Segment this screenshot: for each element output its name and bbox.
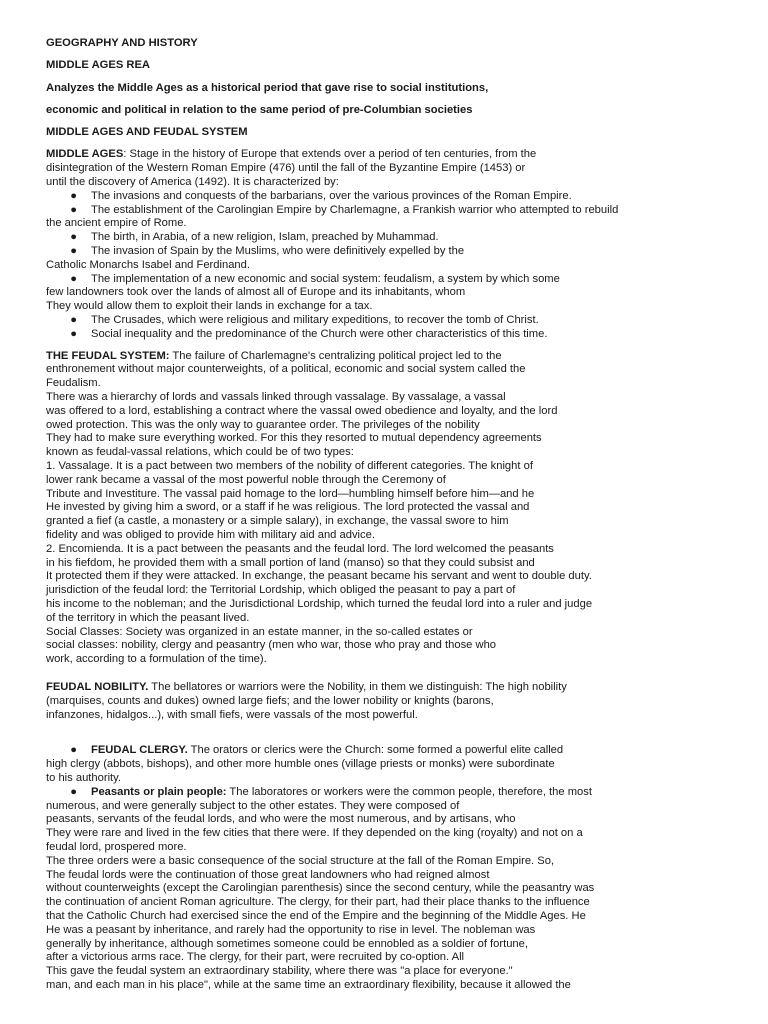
feudal-system-section — [46, 350, 726, 667]
bullet-icon: ● — [70, 245, 77, 258]
paragraph-line: his income to the nobleman; and the Jurisdictional Lordship, which turned the feudal lord into a ruler and judge — [46, 597, 593, 610]
paragraph-line: owed protection. This was the only way to guarantee order. The privileges of the nobility — [46, 418, 480, 431]
paragraph-line: until the discovery of America (1492). It is characterized by: — [46, 176, 339, 189]
paragraph-line: numerous, and were generally subject to the other estates. They were composed of — [46, 799, 460, 812]
bullet-item: ● The implementation of a new economic and social system: feudalism, a system by which some — [46, 273, 726, 287]
paragraph-line: lower rank became a vassal of the most powerful noble through the Ceremony of — [46, 473, 446, 486]
bullet-icon: ● — [70, 327, 77, 340]
paragraph-line: social classes: nobility, clergy and peasantry (men who war, those who pray and those who — [46, 639, 497, 652]
document-title: GEOGRAPHY AND HISTORY — [46, 37, 198, 49]
bullet-icon: ● — [70, 314, 77, 327]
paragraph-line: There was a hierarchy of lords and vassals linked through vassalage. By vassalage, a vassal — [46, 391, 506, 404]
paragraph-line: fidelity and was obliged to provide him with military aid and advice. — [46, 529, 375, 541]
bullet-item: ● FEUDAL CLERGY. The orators or clerics were the Church: some formed a powerful elite called — [46, 744, 726, 758]
paragraph-line: He invested by giving him a sword, or a staff if he was religious. The lord protected the vassal and — [46, 501, 530, 514]
bullet-icon: ● — [70, 231, 77, 244]
objective-line-1: Analyzes the Middle Ages as a historical period that gave rise to social institutions, — [46, 81, 489, 94]
paragraph-line: The three orders were a basic consequence of the social structure at the fall of the Roman Empire. So, — [46, 854, 555, 867]
paragraph-line: The feudal lords were the continuation of those great landowners who had reigned almost — [46, 868, 490, 881]
paragraph-line: 2. Encomienda. It is a pact between the peasants and the feudal lord. The lord welcomed the peasants — [46, 542, 554, 555]
paragraph-line: Social Classes: Society was organized in an estate manner, in the so-called estates or — [46, 625, 473, 638]
spacer — [46, 736, 726, 744]
section-heading: MIDDLE AGES AND FEUDAL SYSTEM — [46, 126, 248, 139]
middle-ages-section — [46, 148, 726, 341]
paragraph-line: jurisdiction of the feudal lord: the Territorial Lordship, which obliged the peasant to pay a part of — [46, 584, 516, 597]
paragraph-line: He was a peasant by inheritance, and rarely had the opportunity to rise in level. The nobleman was — [46, 923, 536, 936]
feudal-system-intro: THE FEUDAL SYSTEM: The failure of Charlemagne's centralizing political project led to the — [46, 349, 502, 362]
objective-line-2: economic and political in relation to the same period of pre-Columbian societies — [46, 103, 473, 116]
document-subtitle: MIDDLE AGES REA — [46, 59, 151, 72]
paragraph-line: infanzones, hidalgos...), with small fiefs, were vassals of the most powerful. — [46, 708, 418, 721]
feudal-nobility-intro: FEUDAL NOBILITY. The bellatores or warriors were the Nobility, in them we distinguish: The high nobility — [46, 680, 567, 693]
bullet-icon: ● — [70, 203, 77, 216]
paragraph-line: after a victorious arms race. The clergy, for their part, were recruited by co-option. All — [46, 951, 465, 964]
feudal-nobility-section — [46, 681, 726, 722]
paragraph-line: feudal lord, prospered more. — [46, 840, 187, 853]
paragraph-line: to his authority. — [46, 771, 122, 784]
paragraph-line: without counterweights (except the Carolingian parenthesis) since the second century, while the peasantry was — [46, 882, 595, 895]
paragraph-line: It protected them if they were attacked. In exchange, the peasant became his servant and went to double duty. — [46, 570, 592, 583]
paragraph-line: generally by inheritance, although sometimes someone could be ennobled as a soldier of fortune, — [46, 937, 528, 950]
paragraph-line: work, according to a formulation of the time). — [46, 653, 267, 666]
bullet-item: ● The Crusades, which were religious and military expeditions, to recover the tomb of Christ. — [46, 314, 726, 328]
bullet-icon: ● — [70, 272, 77, 285]
paragraph-line: They were rare and lived in the few cities that there were. If they depended on the king (royalty) and not on a — [46, 827, 583, 840]
bullet-item: ● Peasants or plain people: The laboratores or workers were the common people, therefore, the most — [46, 786, 726, 800]
feudal-nobility-term: FEUDAL NOBILITY. — [46, 680, 149, 693]
paragraph-line: Catholic Monarchs Isabel and Ferdinand. — [46, 258, 250, 271]
bullet-item: ● The establishment of the Carolingian Empire by Charlemagne, a Frankish warrior who attempted to rebuild — [46, 204, 726, 218]
bullet-item: ● The birth, in Arabia, of a new religion, Islam, preached by Muhammad. — [46, 231, 726, 245]
paragraph-line: disintegration of the Western Roman Empire (476) until the fall of the Byzantine Empire (1453) or — [46, 162, 526, 175]
document-page — [46, 37, 726, 993]
paragraph-line: was offered to a lord, establishing a contract where the vassal owed obedience and loyalty, and the lord — [46, 404, 558, 417]
paragraph-line: the ancient empire of Rome. — [46, 217, 187, 230]
bullet-item: ● Social inequality and the predominance of the Church were other characteristics of this time. — [46, 328, 726, 342]
paragraph-line: (marquises, counts and dukes) owned large fiefs; and the lower nobility or knights (barons, — [46, 694, 494, 707]
paragraph-line: Tribute and Investiture. The vassal paid homage to the lord—humbling himself before him—and he — [46, 487, 535, 500]
paragraph-line: in his fiefdom, he provided them with a small portion of land (manso) so that they could subsist and — [46, 556, 535, 569]
peasants-term: Peasants or plain people: — [91, 785, 227, 798]
paragraph-line: granted a fief (a castle, a monastery or a simple salary), in exchange, the vassal swore to him — [46, 515, 509, 528]
paragraph-line: Feudalism. — [46, 377, 101, 390]
peasants-section — [46, 786, 726, 993]
feudal-clergy-term: FEUDAL CLERGY. — [91, 744, 188, 757]
paragraph-line: of the territory in which the peasant lived. — [46, 611, 250, 624]
bullet-item: ● The invasion of Spain by the Muslims, who were definitively expelled by the — [46, 245, 726, 259]
paragraph-line: They would allow them to exploit their lands in exchange for a tax. — [46, 300, 373, 313]
paragraph-line: 1. Vassalage. It is a pact between two members of the nobility of different categories. The knight of — [46, 460, 533, 473]
paragraph-line: peasants, servants of the feudal lords, and who were the most numerous, and by artisans, who — [46, 813, 516, 826]
middle-ages-intro: MIDDLE AGES: Stage in the history of Europe that extends over a period of ten centuries, from the — [46, 148, 537, 161]
feudal-system-term: THE FEUDAL SYSTEM: — [46, 349, 170, 362]
paragraph-line: enthronement without major counterweights, of a political, economic and social system called the — [46, 363, 526, 376]
feudal-clergy-section — [46, 744, 726, 785]
paragraph-line: the continuation of ancient Roman agriculture. The clergy, for their part, had their place thanks to the influence — [46, 896, 590, 909]
spacer — [46, 722, 726, 736]
paragraph-line: high clergy (abbots, bishops), and other more humble ones (village priests or monks) were subordinate — [46, 758, 555, 771]
paragraph-line: man, and each man in his place", while at the same time an extraordinary flexibility, because it allowed the — [46, 978, 571, 991]
bullet-item: ● The invasions and conquests of the barbarians, over the various provinces of the Roman Empire. — [46, 190, 726, 204]
bullet-icon: ● — [70, 785, 77, 798]
spacer — [46, 342, 726, 350]
spacer — [46, 667, 726, 681]
paragraph-line: that the Catholic Church had exercised since the end of the Empire and the beginning of the Middle Ages. He — [46, 909, 586, 922]
paragraph-line: known as feudal-vassal relations, which could be of two types: — [46, 446, 354, 459]
paragraph-line: They had to make sure everything worked. For this they resorted to mutual dependency agreements — [46, 432, 542, 445]
paragraph-line: few landowners took over the lands of almost all of Europe and its inhabitants, whom — [46, 286, 466, 299]
bullet-icon: ● — [70, 744, 77, 757]
middle-ages-term: MIDDLE AGES — [46, 148, 124, 161]
paragraph-line: This gave the feudal system an extraordinary stability, where there was "a place for everyone." — [46, 965, 513, 978]
bullet-icon: ● — [70, 189, 77, 202]
